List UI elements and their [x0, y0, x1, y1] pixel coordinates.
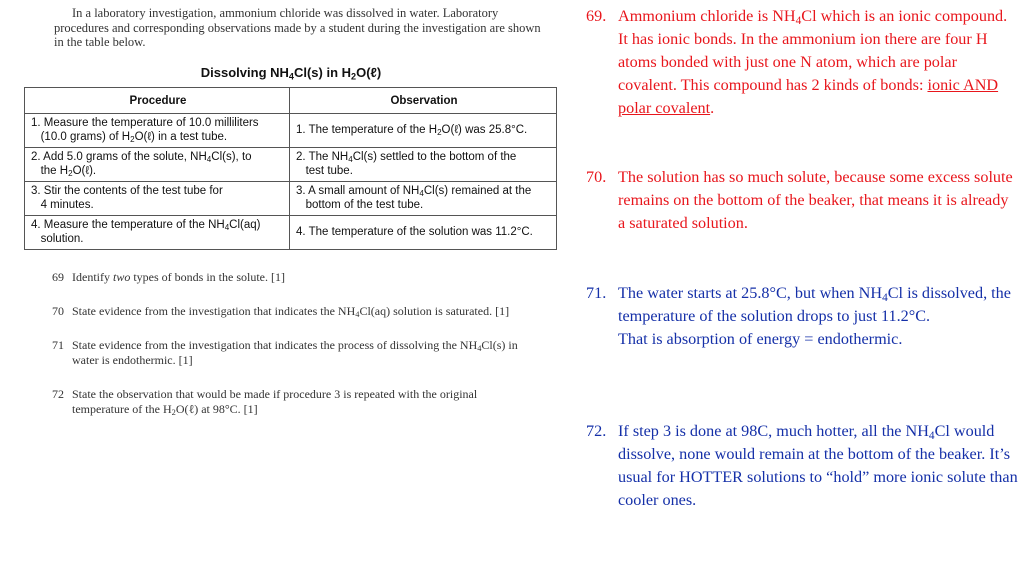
title-sub: 4: [288, 71, 294, 82]
cell-text: Cl(s) remained at the: [423, 185, 532, 197]
question-number: 70: [52, 304, 64, 318]
cell-text: (10.0 grams) of H: [40, 130, 131, 143]
a-text: That is absorption of energy = endothermic.: [618, 330, 903, 348]
q-sub: 2: [171, 407, 176, 417]
cell-text: Cl(s) settled to the bottom of the: [352, 151, 517, 163]
title-part: Cl(s) in H: [293, 65, 352, 80]
q-text: State evidence from the investigation that indicates the process of dissolving the NH: [72, 338, 478, 352]
cell-text: O(ℓ).: [72, 164, 97, 177]
cell-sub: 4: [348, 155, 353, 164]
q-text: Identify: [72, 270, 113, 284]
procedure-table: [24, 87, 557, 250]
a-sub: 4: [928, 429, 935, 442]
cell-text: O(ℓ) in a test tube.: [134, 130, 228, 143]
q-text: Cl(aq) solution is saturated. [1]: [359, 304, 510, 318]
answer-71: [586, 282, 1018, 351]
q-emphasis: two: [113, 270, 131, 284]
a-text: Cl is dissolved, the temperature of the solution drops to just 11.2°C.: [618, 284, 1011, 325]
q-text: State the observation that would be made if procedure 3 is repeated with the original temperature of the H: [72, 387, 478, 416]
question-number: 72: [52, 387, 64, 401]
cell-text: 2. The NH: [296, 151, 349, 163]
observation-cell: [290, 216, 557, 250]
intro-text: [54, 6, 544, 50]
answer-number: 69.: [586, 7, 607, 25]
q-text: Cl(s) in water is endothermic. [1]: [72, 338, 518, 367]
cell-text: solution.: [40, 232, 84, 245]
answer-text: [618, 5, 1018, 120]
q-sub: 4: [355, 310, 360, 320]
table-row: [25, 216, 557, 250]
procedure-cell: [25, 114, 290, 148]
q-text: State evidence from the investigation that indicates the NH: [72, 304, 356, 318]
question-70: [52, 304, 542, 319]
a-underline: ionic AND polar covalent: [618, 76, 999, 117]
a-text: Cl would dissolve, none would remain at the bottom of the beaker. It’s usual for HOTTER solutions to “hold” more ionic solute than cooler ones.: [618, 422, 1018, 509]
cell-text: 2. Add 5.0 grams of the solute, NH: [31, 151, 207, 163]
title-part: O(ℓ): [356, 65, 382, 80]
question-number: 71: [52, 338, 64, 352]
observation-cell: [290, 182, 557, 216]
question-number: 69: [52, 270, 64, 284]
cell-text: 3. Stir the contents of the test tube for: [31, 185, 223, 197]
cell-sub: 4: [224, 223, 230, 232]
cell-sub: 4: [206, 155, 212, 164]
table-row: [25, 114, 557, 148]
a-sub: 4: [795, 14, 802, 27]
cell-text: 3. A small amount of NH: [296, 185, 420, 197]
a-text: If step 3 is done at 98C, much hotter, all the NH: [618, 422, 929, 440]
procedure-cell: [25, 182, 290, 216]
a-sub: 4: [882, 291, 888, 304]
answer-text: [618, 420, 1018, 512]
cell-text: O(ℓ) was 25.8°C.: [441, 123, 528, 136]
cell-text: test tube.: [305, 164, 353, 177]
cell-text: 1. Measure the temperature of 10.0 milliliters: [31, 117, 259, 129]
question-text: [72, 387, 532, 416]
cell-sub: 2: [68, 168, 73, 178]
cell-text: Cl(aq): [229, 219, 261, 231]
cell-text: 1. The temperature of the H: [296, 123, 438, 136]
table-row: [25, 148, 557, 182]
title-sub: 2: [351, 71, 357, 82]
cell-sub: 4: [419, 189, 424, 198]
table-header-row: [25, 88, 557, 114]
question-text: [72, 304, 532, 319]
q-text: O(ℓ) at 98°C. [1]: [175, 401, 258, 416]
header-procedure: Procedure: [25, 88, 290, 114]
a-text: .: [710, 99, 715, 117]
procedure-cell: [25, 216, 290, 250]
cell-sub: 2: [437, 127, 442, 137]
question-69: [52, 270, 542, 285]
answer-69: [586, 5, 1018, 120]
cell-text: 4. Measure the temperature of the NH: [31, 219, 225, 231]
cell-text: 4. The temperature of the solution was 11.2°C.: [296, 225, 533, 238]
question-text: [72, 270, 532, 285]
observation-cell: [290, 148, 557, 182]
answer-number: 72.: [586, 422, 607, 440]
q-text: types of bonds in the solute. [1]: [130, 270, 285, 284]
procedure-cell: [25, 148, 290, 182]
question-71: [52, 338, 542, 367]
a-text: Ammonium chloride is NH: [618, 7, 796, 25]
title-part: Dissolving NH: [200, 65, 289, 80]
table-title: [24, 65, 558, 80]
cell-text: 4 minutes.: [40, 198, 94, 211]
q-sub: 4: [477, 344, 482, 354]
answer-text: [618, 282, 1018, 351]
a-text: Cl which is an ionic compound. It has ionic bonds. In the ammonium ion there are four H atoms bonded with just one N atom, which are polar covalent. This compound has 2 kinds of bonds:: [618, 7, 1008, 94]
cell-text: the H: [40, 164, 69, 177]
answer-number: 71.: [586, 284, 607, 302]
table-row: [25, 182, 557, 216]
answer-72: [586, 420, 1018, 512]
cell-text: Cl(s), to: [211, 151, 252, 163]
observation-cell: [290, 114, 557, 148]
question-text: [72, 338, 532, 367]
answer-number: 70.: [586, 168, 607, 186]
intro-paragraph: In a laboratory investigation, ammonium chloride was dissolved in water. Laboratory procedures and corresponding observations made by a student during the investigation are shown in the table below.: [54, 6, 541, 49]
answer-70: [586, 166, 1018, 235]
question-72: [52, 387, 542, 416]
cell-text: bottom of the test tube.: [305, 198, 424, 211]
answer-text: The solution has so much solute, because some excess solute remains on the bottom of the beaker, that means it is already a saturated solution.: [618, 168, 1013, 232]
a-text: The water starts at 25.8°C, but when NH: [618, 284, 883, 302]
cell-sub: 2: [130, 134, 135, 144]
header-observation: Observation: [290, 88, 557, 114]
